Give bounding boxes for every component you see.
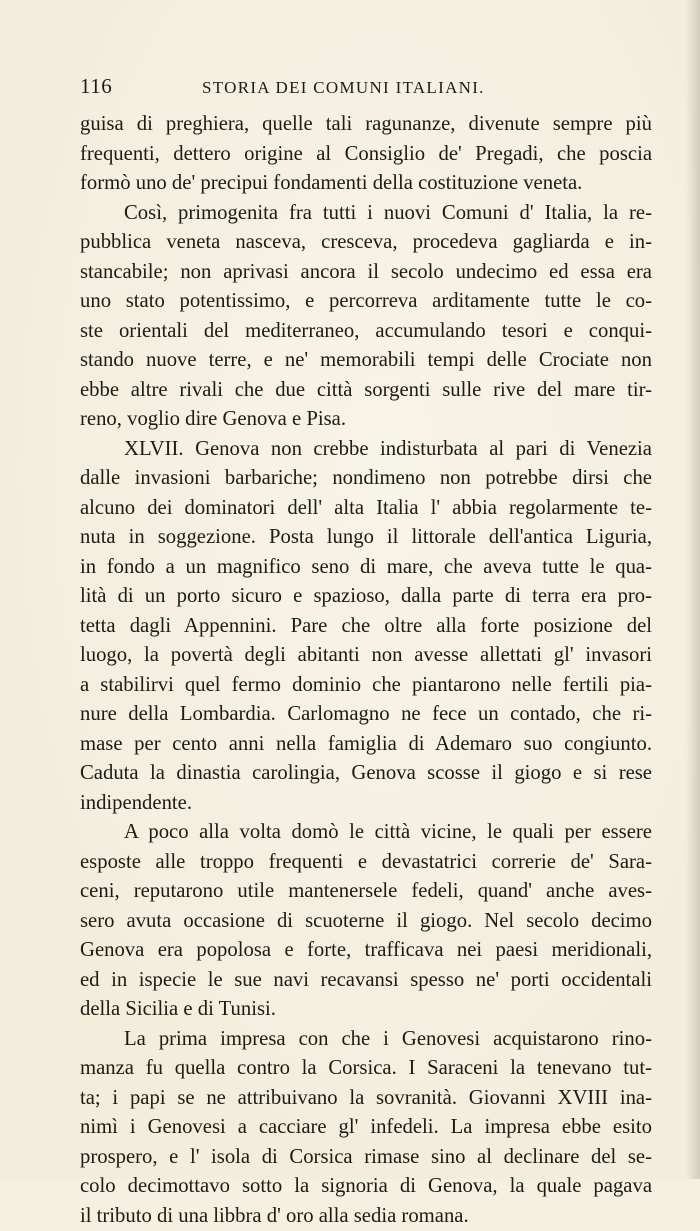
- text-line: in fondo a un magnifico seno di mare, che aveva tutte le qua-: [80, 553, 652, 583]
- text-line: nuta in soggezione. Posta lungo il littorale dell'antica Liguria,: [80, 523, 652, 553]
- text-line: sero avuta occasione di scuoterne il giogo. Nel secolo decimo: [80, 907, 652, 937]
- text-line: stando nuove terre, e ne' memorabili tempi delle Crociate non: [80, 346, 652, 376]
- text-line: ed in ispecie le sue navi recavansi spesso ne' porti occidentali: [80, 966, 652, 996]
- text-line: esposte alle troppo frequenti e devastatrici correrie de' Sara-: [80, 848, 652, 878]
- text-line: il tributo di una libbra d' oro alla sedia romana.: [80, 1202, 652, 1231]
- text-line: stancabile; non aprivasi ancora il secolo undecimo ed essa era: [80, 258, 652, 288]
- text-line: Così, primogenita fra tutti i nuovi Comuni d' Italia, la re-: [80, 199, 652, 229]
- page-number: 116: [80, 74, 202, 99]
- text-line: A poco alla volta domò le città vicine, le quali per essere: [80, 818, 652, 848]
- text-line: manza fu quella contro la Corsica. I Saraceni la tenevano tut-: [80, 1054, 652, 1084]
- text-line: lità di un porto sicuro e spazioso, dalla parte di terra era pro-: [80, 582, 652, 612]
- text-line: indipendente.: [80, 789, 652, 819]
- text-line: prospero, e l' isola di Corsica rimase sino al declinare del se-: [80, 1143, 652, 1173]
- text-line: della Sicilia e di Tunisi.: [80, 995, 652, 1025]
- text-line: colo decimottavo sotto la signoria di Genova, la quale pagava: [80, 1172, 652, 1202]
- page-header: [80, 74, 652, 110]
- text-line: formò uno de' precipui fondamenti della costituzione veneta.: [80, 169, 652, 199]
- text-line: pubblica veneta nasceva, cresceva, procedeva gagliarda e in-: [80, 228, 652, 258]
- text-line: guisa di preghiera, quelle tali ragunanze, divenute sempre più: [80, 110, 652, 140]
- running-title: STORIA DEI COMUNI ITALIANI.: [202, 78, 485, 98]
- text-line: ceni, reputarono utile mantenersele fedeli, quand' anche aves-: [80, 877, 652, 907]
- text-line: mase per cento anni nella famiglia di Ademaro suo congiunto.: [80, 730, 652, 760]
- text-line: luogo, la povertà degli abitanti non avesse allettati gl' invasori: [80, 641, 652, 671]
- text-line: tetta dagli Appennini. Pare che oltre alla forte posizione del: [80, 612, 652, 642]
- text-line: nimì i Genovesi a cacciare gl' infedeli. La impresa ebbe esito: [80, 1113, 652, 1143]
- text-line: a stabilirvi quel fermo dominio che piantarono nelle fertili pia-: [80, 671, 652, 701]
- text-line: nure della Lombardia. Carlomagno ne fece un contado, che ri-: [80, 700, 652, 730]
- text-line: alcuno dei dominatori dell' alta Italia l' abbia regolarmente te-: [80, 494, 652, 524]
- text-line: Genova era popolosa e forte, trafficava nei paesi meridionali,: [80, 936, 652, 966]
- text-line: reno, voglio dire Genova e Pisa.: [80, 405, 652, 435]
- text-line: ste orientali del mediterraneo, accumulando tesori e conqui-: [80, 317, 652, 347]
- text-line: La prima impresa con che i Genovesi acquistarono rino-: [80, 1025, 652, 1055]
- text-line: XLVII. Genova non crebbe indisturbata al pari di Venezia: [80, 435, 652, 465]
- text-line: dalle invasioni barbariche; nondimeno non potrebbe dirsi che: [80, 464, 652, 494]
- text-line: ta; i papi se ne attribuivano la sovranità. Giovanni XVIII ina-: [80, 1084, 652, 1114]
- body-text: [80, 110, 652, 1231]
- text-line: uno stato potentissimo, e percorreva arditamente tutte le co-: [80, 287, 652, 317]
- text-line: frequenti, dettero origine al Consiglio de' Pregadi, che poscia: [80, 140, 652, 170]
- text-line: Caduta la dinastia carolingia, Genova scosse il giogo e si rese: [80, 759, 652, 789]
- text-line: ebbe altre rivali che due città sorgenti sulle rive del mare tir-: [80, 376, 652, 406]
